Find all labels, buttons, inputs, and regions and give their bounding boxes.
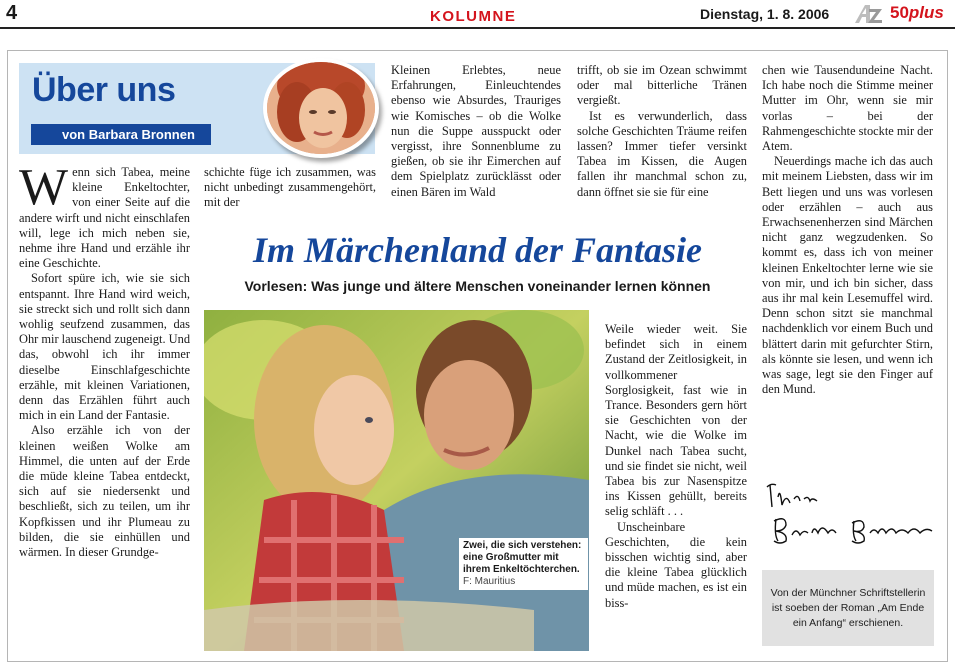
text-column-3 [391,63,561,200]
section-title: KOLUMNE [430,8,517,25]
paragraph: schichte füge ich zusammen, was nicht unbedingt zusammengehört, mit der [204,165,376,210]
author-byline: von Barbara Bronnen [31,124,211,145]
brand-logo [890,3,944,23]
text-column-4 [577,63,747,200]
paragraph: trifft, ob sie im Ozean schwimmt oder mal bitterliche Tränen vergießt. [577,63,747,108]
page-number: 4 [6,2,18,24]
portrait-image [267,62,375,154]
article-photo [204,310,589,651]
paragraph: Unscheinbare Geschichten, die kein bisschen wichtig sind, aber die kleine Tabea glücklich und müde machen, es ist ein biss- [605,519,747,610]
drop-cap: W [19,159,69,216]
author-signature [762,475,942,555]
text-column-2 [204,165,376,211]
headline: Im Märchenland der Fantasie [252,230,703,270]
text-column-1 [19,159,191,560]
az-logo-icon [853,3,883,25]
author-info-box: Von der Münchner Schriftstellerin ist soeben der Roman „Am Ende ein Anfang“ erschienen. [762,570,934,646]
column-title: Über uns [32,71,176,109]
paragraph: Sofort spüre ich, wie sie sich entspannt. Ihre Hand wird weich, sie streckt sich und rollt sich dann wohlig seufzend zusammen, das Ohr mir lauschend zugeneigt. Und das, obwohl ich ihr immer dieselbe Einschlafgeschichte erzähle, mit kleinen Variationen, denn das Erzählen führt auch mich in ein Land der Fantasie. [19,271,191,423]
caption-text: Zwei, die sich verstehen: eine Großmutter mit ihrem Enkeltöchterchen. [463,540,582,575]
paragraph: Also erzähle ich von der kleinen weißen Wolke am Himmel, die unten auf der Erde die müde kleine Tabea entdeckt, sich auf sie niedersenkt und beschließt, sich zu teilen, um ihr Kopfkissen und ihr Plumeau zu bilden, die sie einhüllen und wärmen. In dieser Grundge- [19,423,190,560]
photo-caption [459,538,588,590]
paragraph-text: enn sich Tabea, meine kleine Enkeltochter, von einer Seite auf die andere wirft und nicht einschlafen will, lege ich mich neben sie, nehme ihre Hand und erzähle ihr eine Geschichte. [19,165,190,271]
photo-image [204,310,589,651]
subheadline: Vorlesen: Was junge und ältere Menschen voneinander lernen können [244,278,711,294]
brand-number: 50 [890,3,909,22]
header-rule [0,27,955,29]
paragraph: Neuerdings mache ich das auch mit meinem Liebsten, dass wir im Bett liegen und uns was vorlesen oder erzählen – auch aus Erwachsenenherzen sind Märchen nicht ganz wegzudenken. So kommt es, dass ich von meiner kleinen Enkeltochter lerne wie sie von mir, und ich bin sicher, dass aus ihr mal kein Lesemuffel wird. Denn schon sitzt sie manchmal nachdenklich vor einem Buch und blättert darin mit gefurchter Stirn, als könnte sie lesen, und wenn ich was sage, legt sie den Finger auf den Mund. [762,154,933,397]
photo-credit: F: Mauritius [463,576,516,587]
paragraph: chen wie Tausendundeine Nacht. Ich habe noch die Stimme meiner Mutter im Ohr, wenn sie mir vorlas – bei der Rahmengeschichte stockte mir der Atem. [762,63,934,154]
issue-date: Dienstag, 1. 8. 2006 [700,6,830,22]
author-portrait [263,58,379,158]
paragraph: Ist es verwunderlich, dass solche Geschichten Träume reifen lassen? Immer tiefer versinkt Tabea im Kissen, die Augen fallen ihr manchmal schon zu, dann öffnet sie sie für eine [577,108,747,199]
paragraph: Weile wieder weit. Sie befindet sich in einem Zustand der Zeitlosigkeit, in vollkommener Sorglosigkeit, fast wie in Trance. Besonders gern hört sie Geschichten von der Nacht, wie die Wolke im Dunkel nach Tabea sucht, und sie findet sie nicht, weil Tabea bis zur Nasenspitze ins Kissen gehüllt, bereits selig schläft . . . [605,322,747,519]
paragraph: Kleinen Erlebtes, neue Erfahrungen, Einleuchtendes ebenso wie Absurdes, Trauriges wie Komisches – ob die Wolke nun die Suppe ausspuckt oder vergisst, ihre Sonnenblume zu gießen, ob sie ihr Eimerchen auf dem Spielplatz zurücklässt oder einen Bären im Wald [391,63,561,199]
brand-word: plus [908,3,944,22]
text-column-4-lower [605,322,747,611]
